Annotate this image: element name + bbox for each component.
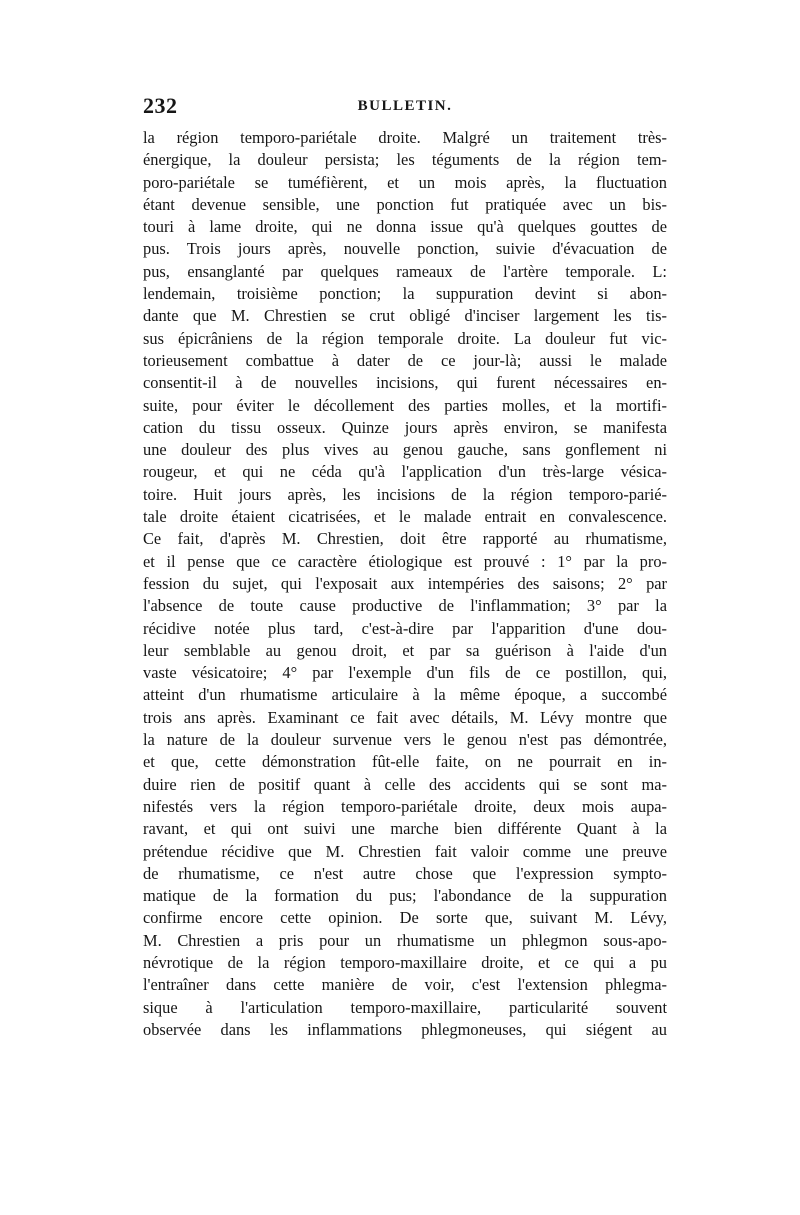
text-line: consentit-il à de nouvelles incisions, qui furent nécessaires en- — [143, 373, 667, 393]
text-line: l'entraîner dans cette manière de voir, c'est l'extension phlegma- — [143, 975, 667, 995]
text-line: confirme encore cette opinion. De sorte que, suivant M. Lévy, — [143, 908, 667, 928]
body-text — [143, 127, 667, 1041]
text-line: M. Chrestien a pris pour un rhumatisme un phlegmon sous-apo- — [143, 930, 667, 950]
text-line: fession du sujet, qui l'exposait aux intempéries des saisons; 2° par — [143, 573, 667, 593]
text-line: pus. Trois jours après, nouvelle ponction, suivie d'évacuation de — [143, 239, 667, 259]
text-line: la nature de la douleur survenue vers le genou n'est pas démontrée, — [143, 730, 667, 750]
text-line: pus, ensanglanté par quelques rameaux de l'artère temporale. L: — [143, 261, 667, 281]
text-line: sus épicrâniens de la région temporale droite. La douleur fut vic- — [143, 328, 667, 348]
text-line: vaste vésicatoire; 4° par l'exemple d'un fils de ce postillon, qui, — [143, 663, 667, 683]
text-line: lendemain, troisième ponction; la suppuration devint si abon- — [143, 284, 667, 304]
text-line: rougeur, et qui ne céda qu'à l'application d'un très-large vésica- — [143, 462, 667, 482]
text-line: Ce fait, d'après M. Chrestien, doit être rapporté au rhumatisme, — [143, 529, 667, 549]
text-line: et il pense que ce caractère étiologique est prouvé : 1° par la pro- — [143, 551, 667, 571]
text-line: poro-pariétale se tuméfièrent, et un mois après, la fluctuation — [143, 172, 667, 192]
text-line: prétendue récidive que M. Chrestien fait valoir comme une preuve — [143, 841, 667, 861]
text-line: récidive notée plus tard, c'est-à-dire par l'apparition d'une dou- — [143, 618, 667, 638]
text-line: l'absence de toute cause productive de l'inflammation; 3° par la — [143, 596, 667, 616]
page-header — [143, 93, 667, 123]
text-line: étant devenue sensible, une ponction fut pratiquée avec un bis- — [143, 194, 667, 214]
text-line: sique à l'articulation temporo-maxillaire, particularité souvent — [143, 997, 667, 1017]
text-line: cation du tissu osseux. Quinze jours après environ, se manifesta — [143, 417, 667, 437]
text-line: ravant, et qui ont suivi une marche bien différente Quant à la — [143, 819, 667, 839]
text-line: toire. Huit jours après, les incisions de la région temporo-parié- — [143, 484, 667, 504]
text-line: leur semblable au genou droit, et par sa guérison à l'aide d'un — [143, 640, 667, 660]
text-line: nifestés vers la région temporo-pariétale droite, deux mois aupa- — [143, 796, 667, 816]
text-line: suite, pour éviter le décollement des parties molles, et la mortifi- — [143, 395, 667, 415]
text-line: dante que M. Chrestien se crut obligé d'inciser largement les tis- — [143, 306, 667, 326]
text-line: duire rien de positif quant à celle des accidents qui se sont ma- — [143, 774, 667, 794]
text-line: énergique, la douleur persista; les téguments de la région tem- — [143, 150, 667, 170]
text-line: tale droite étaient cicatrisées, et le malade entrait en convalescence. — [143, 507, 667, 527]
text-line: trois ans après. Examinant ce fait avec détails, M. Lévy montre que — [143, 707, 667, 727]
text-line: la région temporo-pariétale droite. Malgré un traitement très- — [143, 128, 667, 147]
text-line: torieusement combattue à dater de ce jour-là; aussi le malade — [143, 350, 667, 370]
text-line: atteint d'un rhumatisme articulaire à la même époque, a succombé — [143, 685, 667, 705]
text-line: de rhumatisme, ce n'est autre chose que l'expression sympto- — [143, 863, 667, 883]
text-line: matique de la formation du pus; l'abondance de la suppuration — [143, 886, 667, 906]
page-number: 232 — [143, 93, 178, 118]
text-line: et que, cette démonstration fût-elle faite, on ne pourrait en in- — [143, 752, 667, 772]
running-head: BULLETIN. — [357, 98, 453, 114]
text-line: observée dans les inflammations phlegmoneuses, qui siégent au — [143, 1019, 667, 1039]
text-line: névrotique de la région temporo-maxillaire droite, et ce qui a pu — [143, 952, 667, 972]
text-line: touri à lame droite, qui ne donna issue qu'à quelques gouttes de — [143, 217, 667, 237]
text-line: une douleur des plus vives au genou gauche, sans gonflement ni — [143, 440, 667, 460]
